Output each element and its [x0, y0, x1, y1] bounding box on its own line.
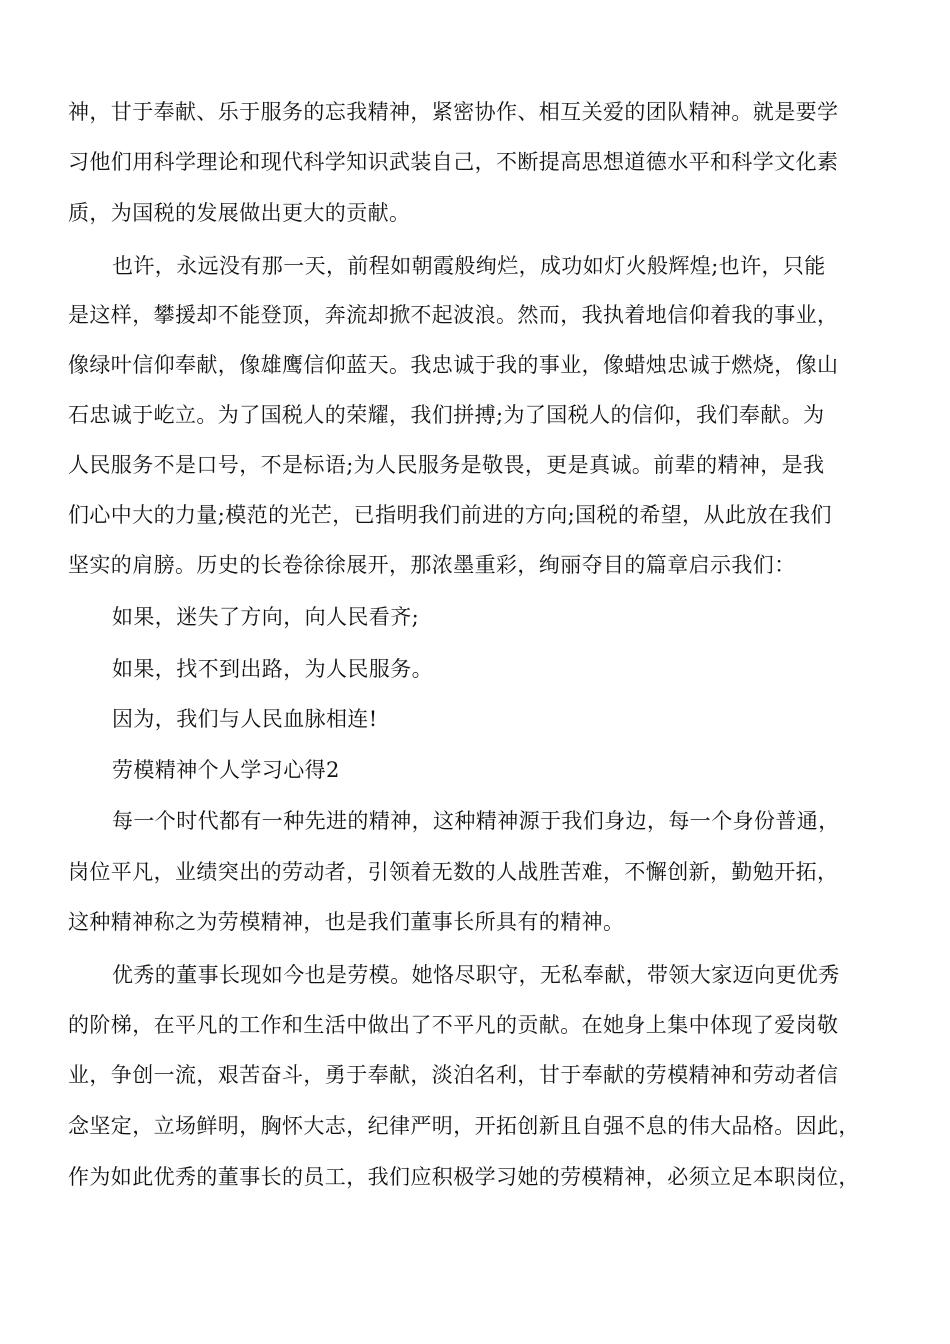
- text-line: 这种精神称之为劳模精神，也是我们董事长所具有的精神。: [68, 910, 625, 934]
- text-line: 们心中大的力量;模范的光芒，已指明我们前进的方向;国税的希望，从此放在我们: [68, 503, 832, 527]
- text-line: 念坚定，立场鲜明，胸怀大志，纪律严明，开拓创新且自强不息的伟大品格。因此，: [68, 1114, 860, 1138]
- section-heading: 劳模精神个人学习心得2: [112, 758, 340, 782]
- text-line: 如果，迷失了方向，向人民看齐;: [112, 605, 420, 629]
- text-line: 因为，我们与人民血脉相连!: [112, 707, 378, 731]
- text-line: 业，争创一流，艰苦奋斗，勇于奉献，淡泊名利，甘于奉献的劳模精神和劳动者信: [68, 1063, 839, 1087]
- text-line: 像绿叶信仰奉献，像雄鹰信仰蓝天。我忠诚于我的事业，像蜡烛忠诚于燃烧，像山: [68, 353, 839, 377]
- text-line: 优秀的董事长现如今也是劳模。她恪尽职守，无私奉献，带领大家迈向更优秀: [112, 963, 840, 987]
- text-line: 人民服务不是口号，不是标语;为人民服务是敬畏，更是真诚。前辈的精神，是我: [68, 453, 825, 477]
- text-line: 坚实的肩膀。历史的长卷徐徐展开，那浓墨重彩，绚丽夺目的篇章启示我们：: [68, 553, 796, 577]
- text-line: 岗位平凡，业绩突出的劳动者，引领着无数的人战胜苦难，不懈创新，勤勉开拓，: [68, 860, 839, 884]
- text-line: 作为如此优秀的董事长的员工，我们应积极学习她的劳模精神，必须立足本职岗位，: [68, 1165, 860, 1189]
- text-line: 习他们用科学理论和现代科学知识武装自己，不断提高思想道德水平和科学文化素: [68, 150, 839, 174]
- text-line: 也许，永远没有那一天，前程如朝霞般绚烂，成功如灯火般辉煌;也许，只能: [112, 254, 826, 278]
- text-line: 每一个时代都有一种先进的精神，这种精神源于我们身边，每一个身份普通，: [112, 809, 840, 833]
- text-line: 质，为国税的发展做出更大的贡献。: [68, 201, 411, 225]
- text-line: 的阶梯，在平凡的工作和生活中做出了不平凡的贡献。在她身上集中体现了爱岗敬: [68, 1013, 839, 1037]
- text-line: 石忠诚于屹立。为了国税人的荣耀，我们拼搏;为了国税人的信仰，我们奉献。为: [68, 403, 825, 427]
- text-line: 是这样，攀援却不能登顶，奔流却掀不起波浪。然而，我执着地信仰着我的事业，: [68, 303, 839, 327]
- text-line: 神，甘于奉献、乐于服务的忘我精神，紧密协作、相互关爱的团队精神。就是要学: [68, 100, 839, 124]
- text-line: 如果，找不到出路，为人民服务。: [112, 657, 433, 681]
